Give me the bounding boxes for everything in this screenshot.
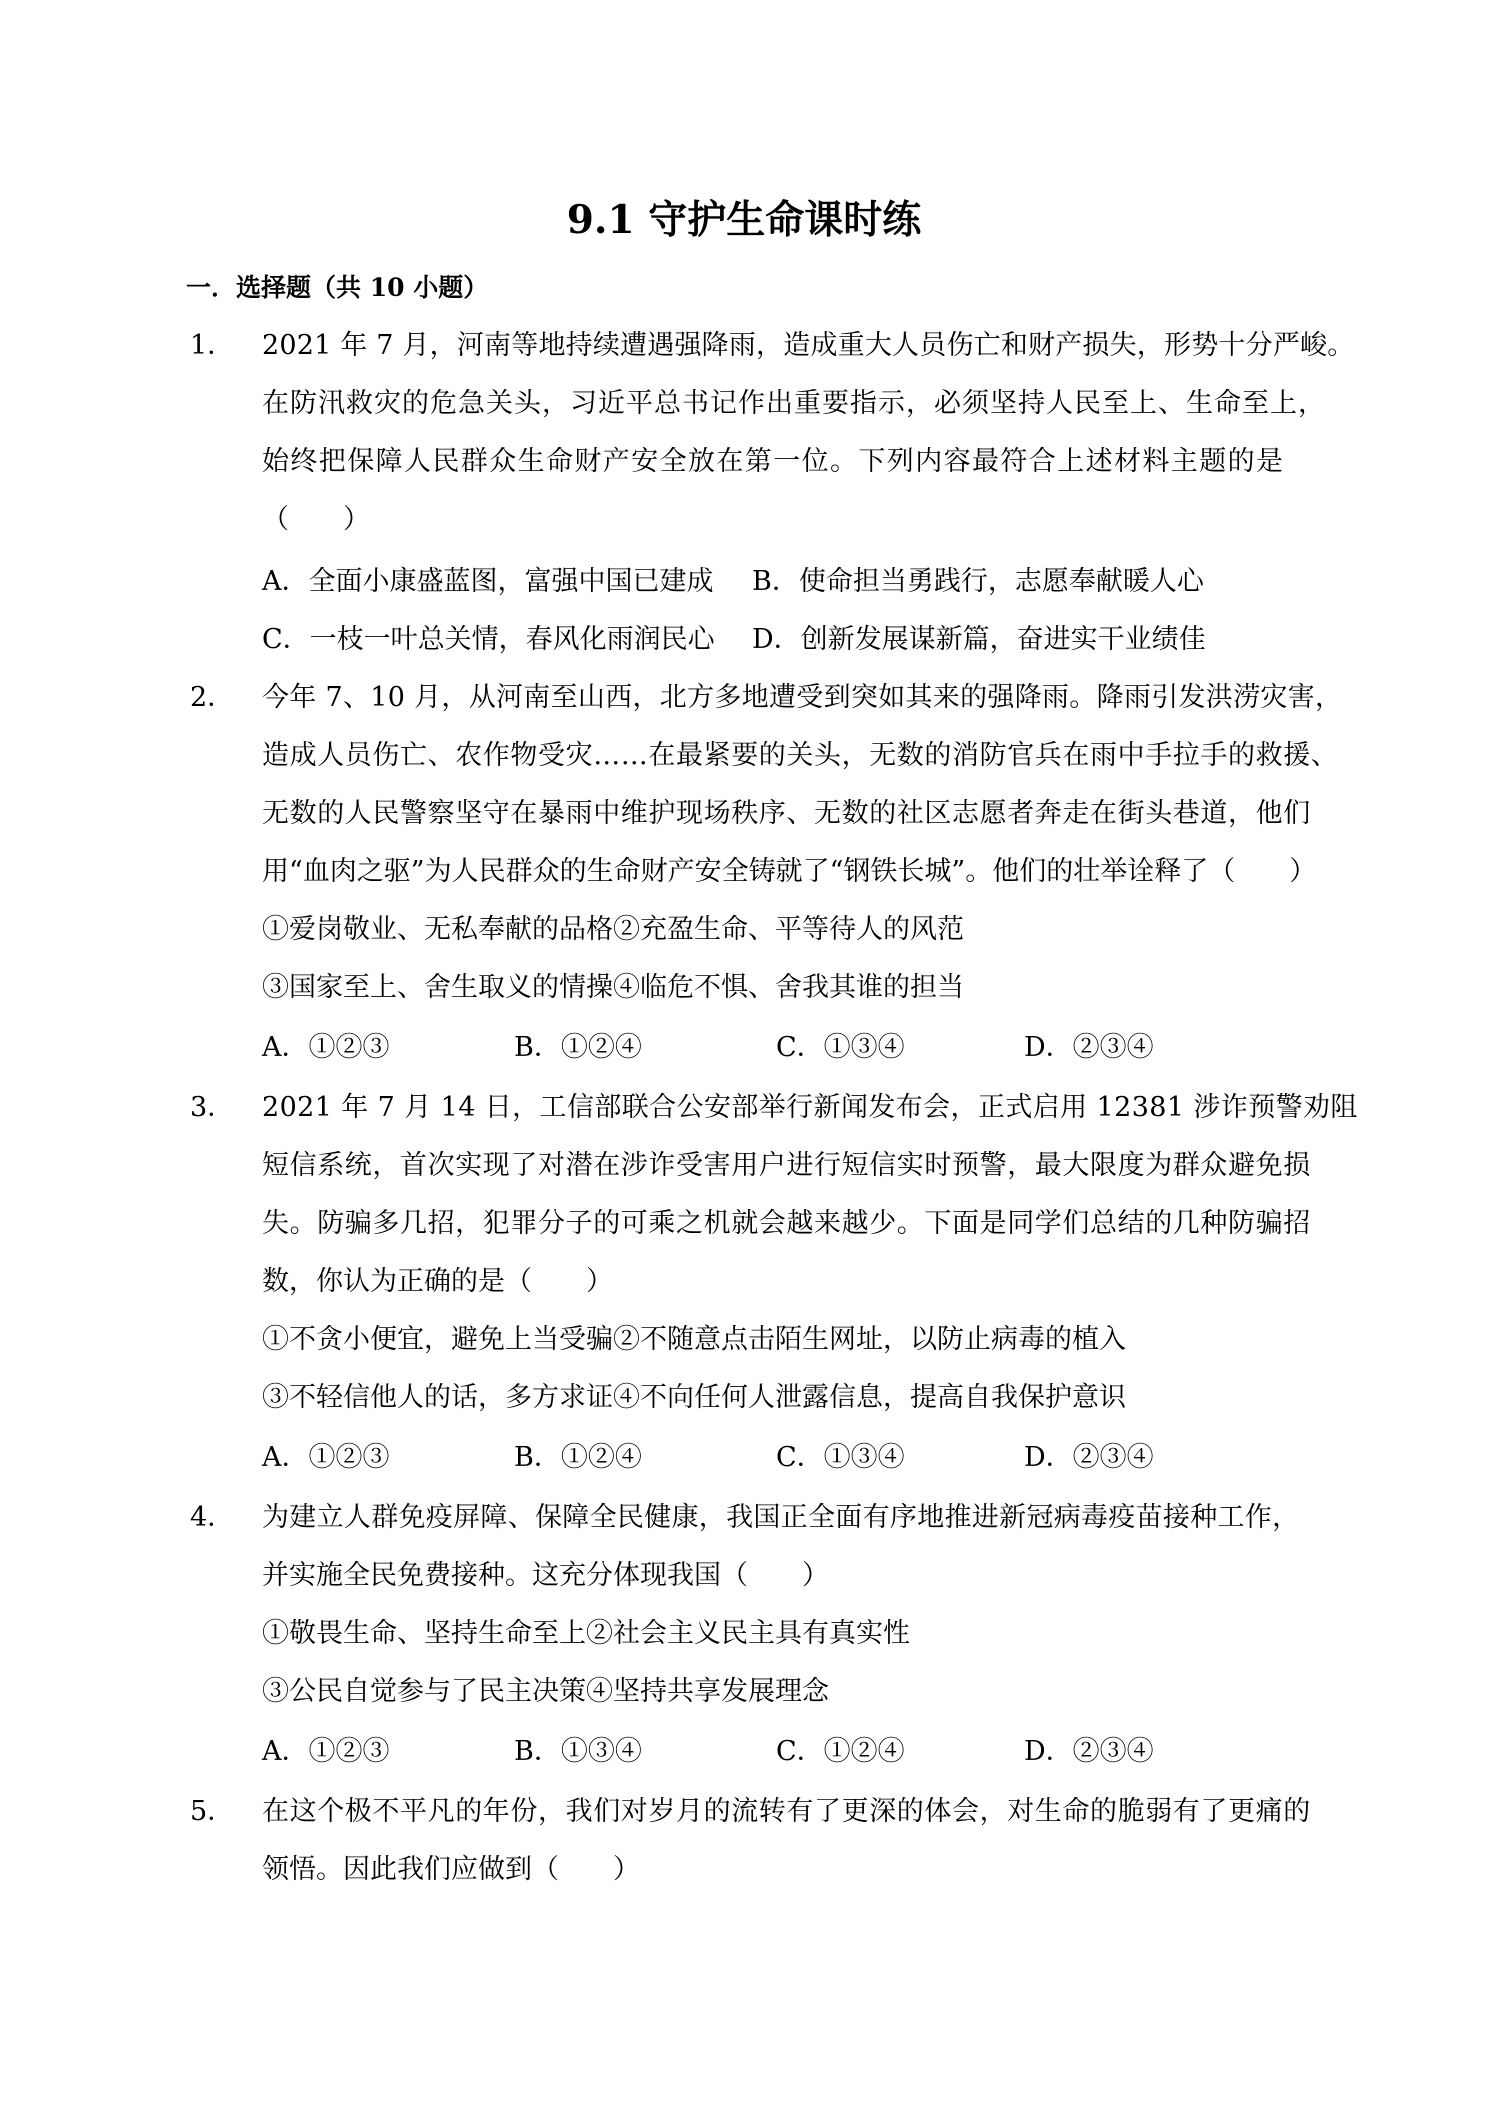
question-text-line: 2021 年 7 月 14 日，工信部联合公安部举行新闻发布会，正式启用 12381 涉诈预警劝阻 <box>262 1092 1358 1123</box>
statement-line: ①不贪小便宜，避免上当受骗②不随意点击陌生网址，以防止病毒的植入 <box>262 1324 1126 1355</box>
option-a: A．①②③ <box>262 1032 390 1063</box>
option-c: C．①②④ <box>776 1736 905 1767</box>
option-c: C．①③④ <box>776 1032 905 1063</box>
option-a: A．①②③ <box>262 1736 390 1767</box>
statement-line: ③不轻信他人的话，多方求证④不向任何人泄露信息，提高自我保护意识 <box>262 1382 1126 1413</box>
page-title: 9.1 守护生命课时练 <box>566 197 922 243</box>
question-text-line: 数，你认为正确的是（ ） <box>262 1266 613 1297</box>
question-number: 2． <box>190 682 235 713</box>
question-text-line: 并实施全民免费接种。这充分体现我国（ ） <box>262 1560 829 1591</box>
question-text-line: 造成人员伤亡、农作物受灾……在最紧要的关头，无数的消防官兵在雨中手拉手的救援、 <box>262 740 1339 771</box>
option-b: B．使命担当勇践行，志愿奉献暖人心 <box>752 566 1204 597</box>
statement-line: ①爱岗敬业、无私奉献的品格②充盈生命、平等待人的风范 <box>262 914 964 945</box>
statement-line: ③国家至上、舍生取义的情操④临危不惧、舍我其谁的担当 <box>262 972 964 1003</box>
option-a: A．全面小康盛蓝图，富强中国已建成 <box>262 566 714 597</box>
question-text-line: 2021 年 7 月，河南等地持续遭遇强降雨，造成重大人员伤亡和财产损失，形势十分严峻。 <box>262 330 1355 361</box>
question-text-line: 为建立人群免疫屏障、保障全民健康，我国正全面有序地推进新冠病毒疫苗接种工作， <box>262 1502 1300 1533</box>
option-b: B．①③④ <box>514 1736 642 1767</box>
question-text-line: 今年 7、10 月，从河南至山西，北方多地遭受到突如其来的强降雨。降雨引发洪涝灾害， <box>262 682 1343 713</box>
answer-blank: （ ） <box>262 504 370 535</box>
option-d: D．②③④ <box>1024 1032 1154 1063</box>
question-number: 3． <box>190 1092 235 1123</box>
question-text-line: 无数的人民警察坚守在暴雨中维护现场秩序、无数的社区志愿者奔走在街头巷道，他们 <box>262 798 1311 829</box>
option-d: D．②③④ <box>1024 1736 1154 1767</box>
section-heading: 一．选择题（共 10 小题） <box>186 273 489 302</box>
option-a: A．①②③ <box>262 1442 390 1473</box>
question-number: 5． <box>190 1796 235 1827</box>
question-text-line: 失。防骗多几招，犯罪分子的可乘之机就会越来越少。下面是同学们总结的几种防骗招 <box>262 1208 1311 1239</box>
question-text-line: 在防汛救灾的危急关头，习近平总书记作出重要指示，必须坚持人民至上、生命至上， <box>262 388 1326 419</box>
question-text-line: 短信系统，首次实现了对潜在涉诈受害用户进行短信实时预警，最大限度为群众避免损 <box>262 1150 1311 1181</box>
option-c: C．①③④ <box>776 1442 905 1473</box>
statement-line: ①敬畏生命、坚持生命至上②社会主义民主具有真实性 <box>262 1618 910 1649</box>
question-text-line: 始终把保障人民群众生命财产安全放在第一位。下列内容最符合上述材料主题的是 <box>262 446 1285 477</box>
option-b: B．①②④ <box>514 1442 642 1473</box>
option-d: D．创新发展谋新篇，奋进实干业绩佳 <box>752 624 1206 655</box>
question-number: 4． <box>190 1502 235 1533</box>
statement-line: ③公民自觉参与了民主决策④坚持共享发展理念 <box>262 1676 829 1707</box>
question-number: 1． <box>190 330 235 361</box>
option-c: C．一枝一叶总关情，春风化雨润民心 <box>262 624 715 655</box>
question-text-line: 领悟。因此我们应做到（ ） <box>262 1854 640 1885</box>
option-b: B．①②④ <box>514 1032 642 1063</box>
option-d: D．②③④ <box>1024 1442 1154 1473</box>
question-text-line: 在这个极不平凡的年份，我们对岁月的流转有了更深的体会，对生命的脆弱有了更痛的 <box>262 1796 1311 1827</box>
question-text-line: 用“血肉之驱”为人民群众的生命财产安全铸就了“钢铁长城”。他们的壮举诠释了（ ） <box>262 856 1317 887</box>
